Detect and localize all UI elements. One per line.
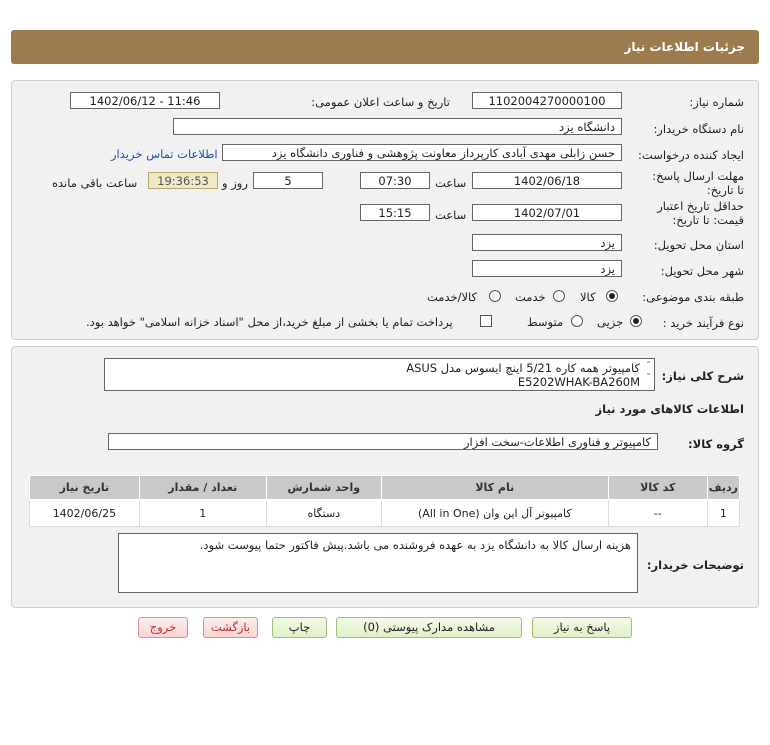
reply-date-field: 1402/06/18 xyxy=(472,172,622,189)
announce-field: 1402/06/12 - 11:46 xyxy=(70,92,220,109)
buyer-org-label: نام دستگاه خریدار: xyxy=(653,122,744,136)
category-service-radio[interactable] xyxy=(553,290,565,302)
validity-label: حداقل تاریخ اعتبار قیمت: تا تاریخ: xyxy=(657,199,744,227)
days-label: روز و xyxy=(222,176,248,190)
goods-group-label: گروه کالا: xyxy=(688,437,744,451)
page-title: جزئیات اطلاعات نیاز xyxy=(624,40,745,54)
reply-deadline-label: مهلت ارسال پاسخ: تا تاریخ: xyxy=(652,169,744,197)
announce-label: تاریخ و ساعت اعلان عمومی: xyxy=(311,95,450,109)
exit-button[interactable]: خروج xyxy=(138,617,188,638)
reply-time-label: ساعت xyxy=(435,176,467,190)
province-field: یزد xyxy=(472,234,622,251)
need-number-label: شماره نیاز: xyxy=(689,95,744,109)
remaining-time-field: 19:36:53 xyxy=(148,172,218,189)
cell-code: -- xyxy=(608,500,707,527)
treasury-payment-checkbox[interactable] xyxy=(480,315,492,327)
cell-qty: 1 xyxy=(139,500,266,527)
validity-time-field: 15:15 xyxy=(360,204,430,221)
validity-time-label: ساعت xyxy=(435,208,467,222)
general-desc-field xyxy=(104,358,655,391)
category-both-radio[interactable] xyxy=(489,290,501,302)
buyer-contact-link[interactable]: اطلاعات تماس خریدار xyxy=(111,147,218,161)
table-row xyxy=(30,500,740,527)
goods-info-title: اطلاعات کالاهای مورد نیاز xyxy=(595,402,744,416)
print-button[interactable]: چاپ xyxy=(272,617,327,638)
city-field: یزد xyxy=(472,260,622,277)
cell-name: کامپیوتر آل این وان (All in One) xyxy=(381,500,608,527)
process-minor-label: جزیی xyxy=(597,315,624,329)
cell-row: 1 xyxy=(707,500,739,527)
process-medium-label: متوسط xyxy=(527,315,564,329)
category-both-label: کالا/خدمت xyxy=(427,290,478,304)
col-name: نام کالا xyxy=(381,476,608,500)
col-qty: تعداد / مقدار xyxy=(139,476,266,500)
col-row: ردیف xyxy=(707,476,739,500)
city-label: شهر محل تحویل: xyxy=(660,264,744,278)
general-desc-line1: کامپیوتر همه کاره 5/21 اینچ ایسوس مدل ASUS xyxy=(406,361,640,375)
page-header xyxy=(11,30,759,64)
buyer-org-field: دانشگاه یزد xyxy=(173,118,622,135)
back-button[interactable]: بازگشت xyxy=(203,617,258,638)
col-unit: واحد شمارش xyxy=(266,476,381,500)
col-code: کد کالا xyxy=(608,476,707,500)
creator-label: ایجاد کننده درخواست: xyxy=(638,148,744,162)
category-service-label: خدمت xyxy=(515,290,546,304)
general-desc-label: شرح کلی نیاز: xyxy=(661,369,744,383)
treasury-payment-note: پرداخت تمام یا بخشی از مبلغ خرید،از محل "اسناد خزانه اسلامی" خواهد بود. xyxy=(86,315,453,329)
creator-field: حسن زابلی مهدی آبادی کارپرداز معاونت پژوهشی و فناوری دانشگاه یزد xyxy=(222,144,622,161)
cell-date: 1402/06/25 xyxy=(30,500,140,527)
validity-date-field: 1402/07/01 xyxy=(472,204,622,221)
goods-table xyxy=(29,475,740,527)
days-field: 5 xyxy=(253,172,323,189)
buyer-notes-label: توضیحات خریدار: xyxy=(646,558,744,572)
cell-unit: دستگاه xyxy=(266,500,381,527)
category-label: طبقه بندی موضوعی: xyxy=(642,290,744,304)
reply-time-field: 07:30 xyxy=(360,172,430,189)
process-minor-radio[interactable] xyxy=(630,315,642,327)
need-number-field: 1102004270000100 xyxy=(472,92,622,109)
remaining-label: ساعت باقی مانده xyxy=(52,176,138,190)
province-label: استان محل تحویل: xyxy=(653,238,744,252)
scroll-arrows-icon: ⌃ ⌄ xyxy=(645,360,652,377)
process-label: نوع فرآیند خرید : xyxy=(662,316,744,330)
attachments-button[interactable]: مشاهده مدارک پیوستی (0) xyxy=(336,617,522,638)
goods-group-field: کامپیوتر و فناوری اطلاعات-سخت افزار xyxy=(108,433,658,450)
general-desc-line2: E5202WHAK-BA260M xyxy=(517,375,640,389)
category-goods-radio[interactable] xyxy=(606,290,618,302)
category-goods-label: کالا xyxy=(580,290,596,304)
col-date: تاریخ نیاز xyxy=(30,476,140,500)
process-medium-radio[interactable] xyxy=(571,315,583,327)
reply-button[interactable]: پاسخ به نیاز xyxy=(532,617,632,638)
buyer-notes-field: هزینه ارسال کالا به دانشگاه یزد به عهده فروشنده می باشد.پیش فاکتور حتما پیوست شود. xyxy=(118,533,638,593)
